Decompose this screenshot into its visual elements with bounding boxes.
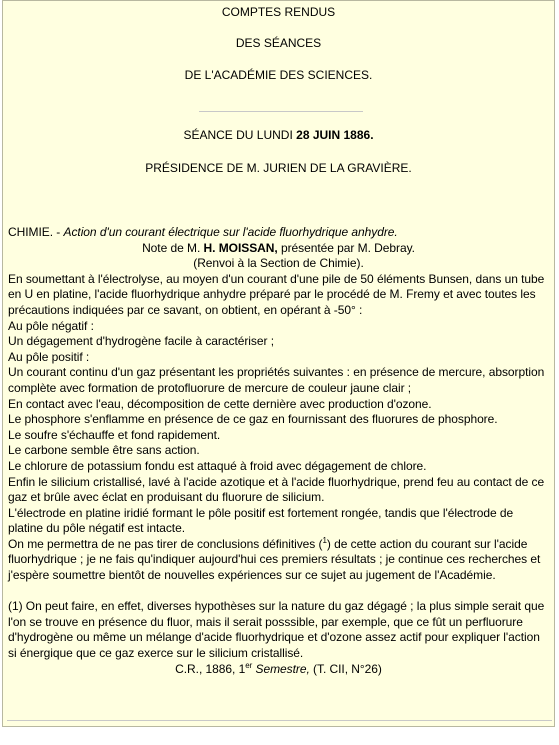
renvoi-line: (Renvoi à la Section de Chimie). xyxy=(193,256,364,271)
citation-part-a: C.R., 1886, 1 xyxy=(175,661,246,676)
session-heading xyxy=(3,128,554,142)
header-divider xyxy=(199,111,363,112)
kcl-paragraph: Le chlorure de potassium fondu est attaqué à froid avec dégagement de chlore. xyxy=(8,458,427,473)
electrode-paragraph: L'électrode en platine iridié formant le pôle positif est fortement rongée, tandis que l'électrode de platine du pôle négatif est intacte. xyxy=(8,505,514,536)
note-suffix: présentée par M. Debray. xyxy=(277,240,415,255)
note-prefix: Note de M. xyxy=(142,240,204,255)
positive-pole-text: Un courant continu d'un gaz présentant les propriétés suivantes : en présence de mercure, absorption complète avec formation de protofluorure de mercure de couleur jaune clair ; xyxy=(8,365,545,395)
session-prefix: SÉANCE DU LUNDI xyxy=(183,128,297,142)
silicon-paragraph: Enfin le silicium cristallisé, lavé à l'acide azotique et à l'acide fluorhydrique, prend feu au contact de ce gaz et brûle avec éclat en produisant du fluorure de silicium. xyxy=(8,474,545,505)
citation-part-b: (T. CII, N°26) xyxy=(309,661,382,676)
author-name: H. MOISSAN, xyxy=(203,240,278,255)
conclusion-paragraph xyxy=(8,537,549,584)
sulfur-paragraph: Le soufre s'échauffe et fond rapidement. xyxy=(8,427,221,442)
session-date: 28 JUIN 1886. xyxy=(296,128,374,142)
article-body xyxy=(8,225,549,677)
water-paragraph: En contact avec l'eau, décomposition de cette dernière avec production d'ozone. xyxy=(8,396,432,411)
citation-superscript: er xyxy=(245,660,253,670)
positive-pole-heading: Au pôle positif : xyxy=(8,349,90,364)
citation-line xyxy=(8,662,549,678)
document-page xyxy=(2,0,555,727)
citation-semestre: Semestre, xyxy=(252,661,310,676)
article-title-line xyxy=(8,225,549,241)
footnote-paragraph: (1) On peut faire, en effet, diverses hypothèses sur la nature du gaz dégagé ; la plus simple serait que l'on se trouve en présence du fluor, mais il serait posssible, par exemple, que ce fût un perfluorure d'hydrogène ou même un mélange d'acide fluorhydrique et d'ozone assez actif pour expliquer l'action si énergique que ce gaz exerce sur le silicium cristallisé. xyxy=(8,599,545,661)
author-note xyxy=(8,241,549,257)
header-des-seances: DES SÉANCES xyxy=(235,36,322,50)
footnote-marker: 1 xyxy=(322,535,327,545)
section-label: CHIMIE. - xyxy=(8,225,64,239)
footer-divider xyxy=(7,720,552,721)
negative-pole-text: Un dégagement d'hydrogène facile à caractériser ; xyxy=(8,334,274,349)
header-academie: DE L'ACADÉMIE DES SCIENCES. xyxy=(184,68,373,82)
header-comptes-rendus: COMPTES RENDUS xyxy=(221,5,336,19)
carbon-paragraph: Le carbone semble être sans action. xyxy=(8,443,200,458)
article-title: Action d'un courant électrique sur l'acide fluorhydrique anhydre. xyxy=(63,225,398,239)
presidency-line: PRÉSIDENCE DE M. JURIEN DE LA GRAVIÈRE. xyxy=(145,161,412,175)
negative-pole-heading: Au pôle négatif : xyxy=(8,318,94,333)
phosphorus-paragraph: Le phosphore s'enflamme en présence de ce gaz en fournissant des fluorures de phosphore. xyxy=(8,412,498,427)
conclusion-part-b: ) de cette action du courant sur l'acide fluorhydrique ; je ne fais qu'indiquer aujourd'hui ces premiers résultats ; je continue ces recherches et j'espère soumettre bientôt de nouvelles expériences sur ce sujet au jugement de l'Académie. xyxy=(8,536,541,583)
conclusion-part-a: On me permettra de ne pas tirer de conclusions définitives ( xyxy=(8,536,323,551)
intro-paragraph: En soumettant à l'électrolyse, au moyen d'un courant d'une pile de 50 éléments Bunsen, dans un tube en U en platine, l'acide fluorhydrique anhydre préparé par le procédé de M. Fremy et avec toutes les précautions indiquées par ce savant, on obtient, en opérant à -50° : xyxy=(8,271,545,317)
spacer xyxy=(8,584,549,600)
